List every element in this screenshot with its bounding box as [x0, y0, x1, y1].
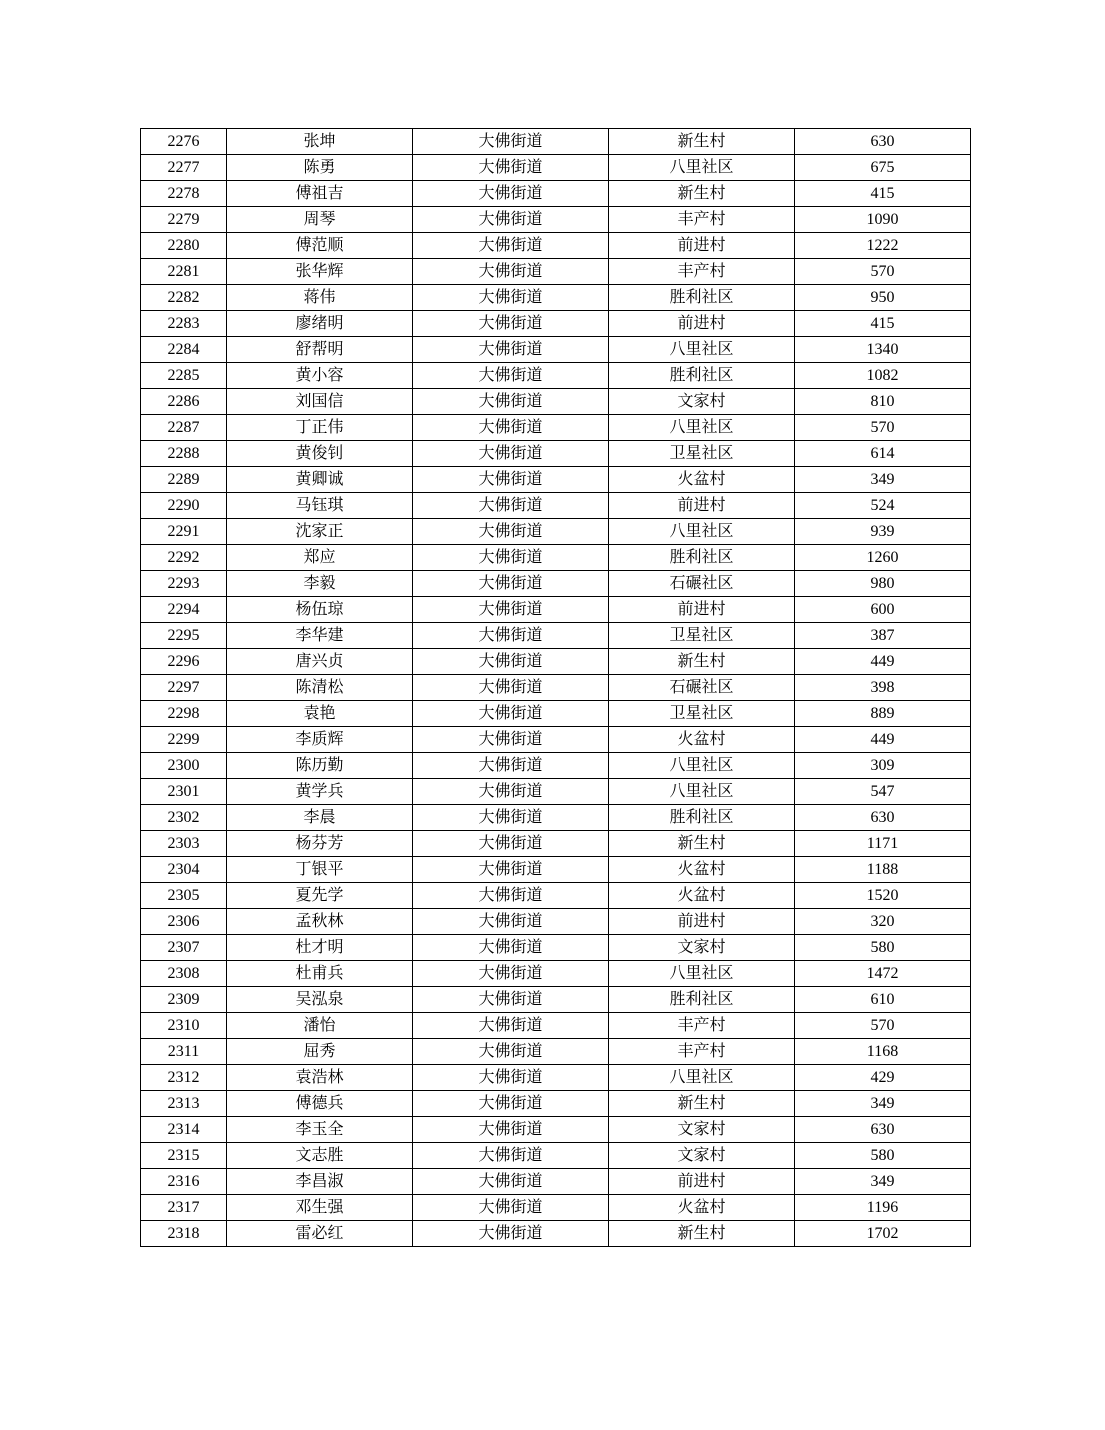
cell-name: 李毅	[227, 571, 413, 597]
cell-street: 大佛街道	[413, 909, 609, 935]
table-row	[141, 831, 971, 857]
cell-id: 2279	[141, 207, 227, 233]
cell-id: 2295	[141, 623, 227, 649]
cell-street: 大佛街道	[413, 987, 609, 1013]
cell-id: 2292	[141, 545, 227, 571]
table-row	[141, 467, 971, 493]
cell-street: 大佛街道	[413, 831, 609, 857]
table-row	[141, 155, 971, 181]
cell-id: 2276	[141, 129, 227, 155]
cell-name: 张华辉	[227, 259, 413, 285]
cell-village: 卫星社区	[609, 441, 795, 467]
cell-village: 前进村	[609, 909, 795, 935]
cell-id: 2285	[141, 363, 227, 389]
cell-id: 2300	[141, 753, 227, 779]
cell-village: 前进村	[609, 311, 795, 337]
cell-name: 吴泓泉	[227, 987, 413, 1013]
cell-amount: 449	[795, 649, 971, 675]
table-row	[141, 363, 971, 389]
cell-name: 孟秋林	[227, 909, 413, 935]
cell-name: 黄俊钊	[227, 441, 413, 467]
cell-id: 2286	[141, 389, 227, 415]
cell-name: 周琴	[227, 207, 413, 233]
cell-street: 大佛街道	[413, 1117, 609, 1143]
cell-village: 新生村	[609, 1091, 795, 1117]
table-row	[141, 1195, 971, 1221]
cell-name: 傅德兵	[227, 1091, 413, 1117]
cell-village: 新生村	[609, 1221, 795, 1247]
cell-id: 2307	[141, 935, 227, 961]
table-row	[141, 1117, 971, 1143]
cell-street: 大佛街道	[413, 389, 609, 415]
cell-street: 大佛街道	[413, 1013, 609, 1039]
table-row	[141, 493, 971, 519]
cell-village: 丰产村	[609, 1013, 795, 1039]
cell-street: 大佛街道	[413, 805, 609, 831]
cell-amount: 415	[795, 311, 971, 337]
cell-id: 2306	[141, 909, 227, 935]
cell-amount: 580	[795, 1143, 971, 1169]
cell-id: 2312	[141, 1065, 227, 1091]
cell-name: 屈秀	[227, 1039, 413, 1065]
cell-street: 大佛街道	[413, 571, 609, 597]
table-row	[141, 597, 971, 623]
cell-village: 八里社区	[609, 753, 795, 779]
cell-amount: 580	[795, 935, 971, 961]
cell-amount: 614	[795, 441, 971, 467]
cell-amount: 524	[795, 493, 971, 519]
cell-amount: 1520	[795, 883, 971, 909]
cell-village: 火盆村	[609, 857, 795, 883]
cell-name: 李晨	[227, 805, 413, 831]
cell-village: 八里社区	[609, 961, 795, 987]
table-row	[141, 285, 971, 311]
cell-name: 丁银平	[227, 857, 413, 883]
cell-amount: 630	[795, 129, 971, 155]
cell-village: 胜利社区	[609, 805, 795, 831]
cell-amount: 889	[795, 701, 971, 727]
cell-id: 2297	[141, 675, 227, 701]
cell-amount: 1090	[795, 207, 971, 233]
cell-village: 新生村	[609, 831, 795, 857]
cell-id: 2289	[141, 467, 227, 493]
table-row	[141, 545, 971, 571]
cell-street: 大佛街道	[413, 623, 609, 649]
roster-table	[140, 128, 971, 1247]
cell-village: 胜利社区	[609, 987, 795, 1013]
cell-street: 大佛街道	[413, 1169, 609, 1195]
cell-id: 2317	[141, 1195, 227, 1221]
table-row	[141, 753, 971, 779]
cell-name: 邓生强	[227, 1195, 413, 1221]
cell-amount: 1260	[795, 545, 971, 571]
cell-village: 前进村	[609, 493, 795, 519]
cell-street: 大佛街道	[413, 1143, 609, 1169]
cell-amount: 429	[795, 1065, 971, 1091]
cell-id: 2294	[141, 597, 227, 623]
cell-name: 刘国信	[227, 389, 413, 415]
cell-id: 2290	[141, 493, 227, 519]
cell-id: 2303	[141, 831, 227, 857]
cell-id: 2309	[141, 987, 227, 1013]
cell-amount: 349	[795, 1091, 971, 1117]
cell-id: 2318	[141, 1221, 227, 1247]
cell-amount: 1168	[795, 1039, 971, 1065]
cell-street: 大佛街道	[413, 675, 609, 701]
table-row	[141, 961, 971, 987]
cell-amount: 570	[795, 1013, 971, 1039]
cell-name: 郑应	[227, 545, 413, 571]
cell-name: 舒帮明	[227, 337, 413, 363]
cell-amount: 1082	[795, 363, 971, 389]
cell-street: 大佛街道	[413, 1039, 609, 1065]
cell-name: 李质辉	[227, 727, 413, 753]
cell-id: 2308	[141, 961, 227, 987]
cell-amount: 980	[795, 571, 971, 597]
cell-amount: 610	[795, 987, 971, 1013]
cell-id: 2314	[141, 1117, 227, 1143]
cell-street: 大佛街道	[413, 883, 609, 909]
table-row	[141, 519, 971, 545]
cell-amount: 349	[795, 467, 971, 493]
cell-id: 2278	[141, 181, 227, 207]
cell-name: 袁浩林	[227, 1065, 413, 1091]
cell-name: 马钰琪	[227, 493, 413, 519]
cell-street: 大佛街道	[413, 1091, 609, 1117]
cell-amount: 1472	[795, 961, 971, 987]
table-row	[141, 701, 971, 727]
cell-street: 大佛街道	[413, 649, 609, 675]
cell-name: 丁正伟	[227, 415, 413, 441]
cell-amount: 309	[795, 753, 971, 779]
cell-id: 2301	[141, 779, 227, 805]
cell-id: 2311	[141, 1039, 227, 1065]
cell-street: 大佛街道	[413, 753, 609, 779]
cell-amount: 1196	[795, 1195, 971, 1221]
cell-street: 大佛街道	[413, 415, 609, 441]
cell-street: 大佛街道	[413, 493, 609, 519]
cell-village: 八里社区	[609, 779, 795, 805]
table-row	[141, 129, 971, 155]
cell-amount: 547	[795, 779, 971, 805]
cell-street: 大佛街道	[413, 1195, 609, 1221]
cell-amount: 349	[795, 1169, 971, 1195]
cell-id: 2288	[141, 441, 227, 467]
cell-id: 2304	[141, 857, 227, 883]
cell-name: 夏先学	[227, 883, 413, 909]
cell-street: 大佛街道	[413, 961, 609, 987]
cell-village: 文家村	[609, 935, 795, 961]
cell-street: 大佛街道	[413, 1065, 609, 1091]
table-row	[141, 1013, 971, 1039]
cell-id: 2302	[141, 805, 227, 831]
cell-village: 前进村	[609, 1169, 795, 1195]
cell-street: 大佛街道	[413, 545, 609, 571]
cell-village: 新生村	[609, 649, 795, 675]
cell-village: 新生村	[609, 181, 795, 207]
cell-id: 2283	[141, 311, 227, 337]
cell-village: 火盆村	[609, 727, 795, 753]
cell-amount: 570	[795, 259, 971, 285]
table-row	[141, 415, 971, 441]
cell-id: 2298	[141, 701, 227, 727]
cell-village: 文家村	[609, 1143, 795, 1169]
table-row	[141, 805, 971, 831]
cell-street: 大佛街道	[413, 467, 609, 493]
table-row	[141, 207, 971, 233]
table-row	[141, 1065, 971, 1091]
cell-id: 2310	[141, 1013, 227, 1039]
cell-name: 杜甫兵	[227, 961, 413, 987]
cell-name: 黄卿诚	[227, 467, 413, 493]
cell-village: 八里社区	[609, 415, 795, 441]
cell-name: 傅祖吉	[227, 181, 413, 207]
cell-street: 大佛街道	[413, 779, 609, 805]
cell-name: 李华建	[227, 623, 413, 649]
cell-village: 前进村	[609, 597, 795, 623]
cell-amount: 1222	[795, 233, 971, 259]
cell-village: 新生村	[609, 129, 795, 155]
cell-village: 丰产村	[609, 207, 795, 233]
cell-id: 2296	[141, 649, 227, 675]
cell-name: 陈历勤	[227, 753, 413, 779]
cell-street: 大佛街道	[413, 155, 609, 181]
cell-village: 火盆村	[609, 467, 795, 493]
cell-id: 2280	[141, 233, 227, 259]
cell-id: 2287	[141, 415, 227, 441]
cell-village: 丰产村	[609, 1039, 795, 1065]
cell-amount: 387	[795, 623, 971, 649]
cell-name: 黄学兵	[227, 779, 413, 805]
table-row	[141, 1221, 971, 1247]
cell-id: 2277	[141, 155, 227, 181]
cell-name: 傅范顺	[227, 233, 413, 259]
table-row	[141, 259, 971, 285]
cell-village: 火盆村	[609, 883, 795, 909]
cell-amount: 449	[795, 727, 971, 753]
cell-name: 廖绪明	[227, 311, 413, 337]
cell-village: 文家村	[609, 389, 795, 415]
cell-village: 八里社区	[609, 519, 795, 545]
cell-id: 2293	[141, 571, 227, 597]
cell-street: 大佛街道	[413, 207, 609, 233]
cell-street: 大佛街道	[413, 337, 609, 363]
cell-id: 2284	[141, 337, 227, 363]
cell-village: 石碾社区	[609, 675, 795, 701]
cell-name: 蒋伟	[227, 285, 413, 311]
cell-street: 大佛街道	[413, 311, 609, 337]
cell-amount: 630	[795, 805, 971, 831]
cell-amount: 398	[795, 675, 971, 701]
cell-village: 卫星社区	[609, 623, 795, 649]
cell-village: 文家村	[609, 1117, 795, 1143]
cell-village: 胜利社区	[609, 285, 795, 311]
table-row	[141, 337, 971, 363]
cell-name: 杨伍琼	[227, 597, 413, 623]
cell-street: 大佛街道	[413, 519, 609, 545]
cell-village: 八里社区	[609, 155, 795, 181]
table-row	[141, 571, 971, 597]
cell-id: 2281	[141, 259, 227, 285]
table-row	[141, 883, 971, 909]
cell-street: 大佛街道	[413, 597, 609, 623]
table-row	[141, 1091, 971, 1117]
cell-amount: 950	[795, 285, 971, 311]
cell-name: 唐兴贞	[227, 649, 413, 675]
cell-name: 沈家正	[227, 519, 413, 545]
table-row	[141, 441, 971, 467]
cell-id: 2305	[141, 883, 227, 909]
cell-id: 2299	[141, 727, 227, 753]
table-row	[141, 233, 971, 259]
table-row	[141, 389, 971, 415]
cell-village: 前进村	[609, 233, 795, 259]
cell-amount: 630	[795, 1117, 971, 1143]
table-row	[141, 181, 971, 207]
cell-amount: 600	[795, 597, 971, 623]
cell-street: 大佛街道	[413, 1221, 609, 1247]
cell-amount: 675	[795, 155, 971, 181]
table-row	[141, 649, 971, 675]
cell-village: 卫星社区	[609, 701, 795, 727]
cell-street: 大佛街道	[413, 233, 609, 259]
cell-id: 2313	[141, 1091, 227, 1117]
cell-amount: 1171	[795, 831, 971, 857]
cell-id: 2291	[141, 519, 227, 545]
table-body	[141, 129, 971, 1247]
table-row	[141, 311, 971, 337]
cell-amount: 810	[795, 389, 971, 415]
cell-name: 袁艳	[227, 701, 413, 727]
cell-amount: 320	[795, 909, 971, 935]
cell-amount: 939	[795, 519, 971, 545]
cell-village: 丰产村	[609, 259, 795, 285]
table-row	[141, 987, 971, 1013]
table-row	[141, 1169, 971, 1195]
table-row	[141, 909, 971, 935]
cell-street: 大佛街道	[413, 701, 609, 727]
table-row	[141, 935, 971, 961]
cell-amount: 570	[795, 415, 971, 441]
cell-street: 大佛街道	[413, 285, 609, 311]
cell-street: 大佛街道	[413, 363, 609, 389]
cell-village: 八里社区	[609, 1065, 795, 1091]
cell-name: 陈清松	[227, 675, 413, 701]
cell-street: 大佛街道	[413, 259, 609, 285]
table-row	[141, 623, 971, 649]
cell-street: 大佛街道	[413, 935, 609, 961]
cell-name: 杜才明	[227, 935, 413, 961]
cell-name: 张坤	[227, 129, 413, 155]
cell-name: 李昌淑	[227, 1169, 413, 1195]
table-row	[141, 675, 971, 701]
cell-street: 大佛街道	[413, 727, 609, 753]
cell-street: 大佛街道	[413, 181, 609, 207]
cell-name: 陈勇	[227, 155, 413, 181]
cell-name: 黄小容	[227, 363, 413, 389]
cell-name: 潘怡	[227, 1013, 413, 1039]
table-row	[141, 1143, 971, 1169]
cell-amount: 415	[795, 181, 971, 207]
cell-amount: 1702	[795, 1221, 971, 1247]
cell-street: 大佛街道	[413, 857, 609, 883]
cell-name: 杨芬芳	[227, 831, 413, 857]
cell-village: 八里社区	[609, 337, 795, 363]
cell-street: 大佛街道	[413, 441, 609, 467]
cell-name: 雷必红	[227, 1221, 413, 1247]
cell-village: 胜利社区	[609, 363, 795, 389]
cell-name: 李玉全	[227, 1117, 413, 1143]
table-row	[141, 727, 971, 753]
cell-village: 石碾社区	[609, 571, 795, 597]
table-row	[141, 1039, 971, 1065]
table-row	[141, 857, 971, 883]
cell-amount: 1188	[795, 857, 971, 883]
cell-name: 文志胜	[227, 1143, 413, 1169]
cell-id: 2315	[141, 1143, 227, 1169]
cell-village: 胜利社区	[609, 545, 795, 571]
cell-id: 2282	[141, 285, 227, 311]
table-row	[141, 779, 971, 805]
cell-street: 大佛街道	[413, 129, 609, 155]
cell-id: 2316	[141, 1169, 227, 1195]
cell-amount: 1340	[795, 337, 971, 363]
cell-village: 火盆村	[609, 1195, 795, 1221]
